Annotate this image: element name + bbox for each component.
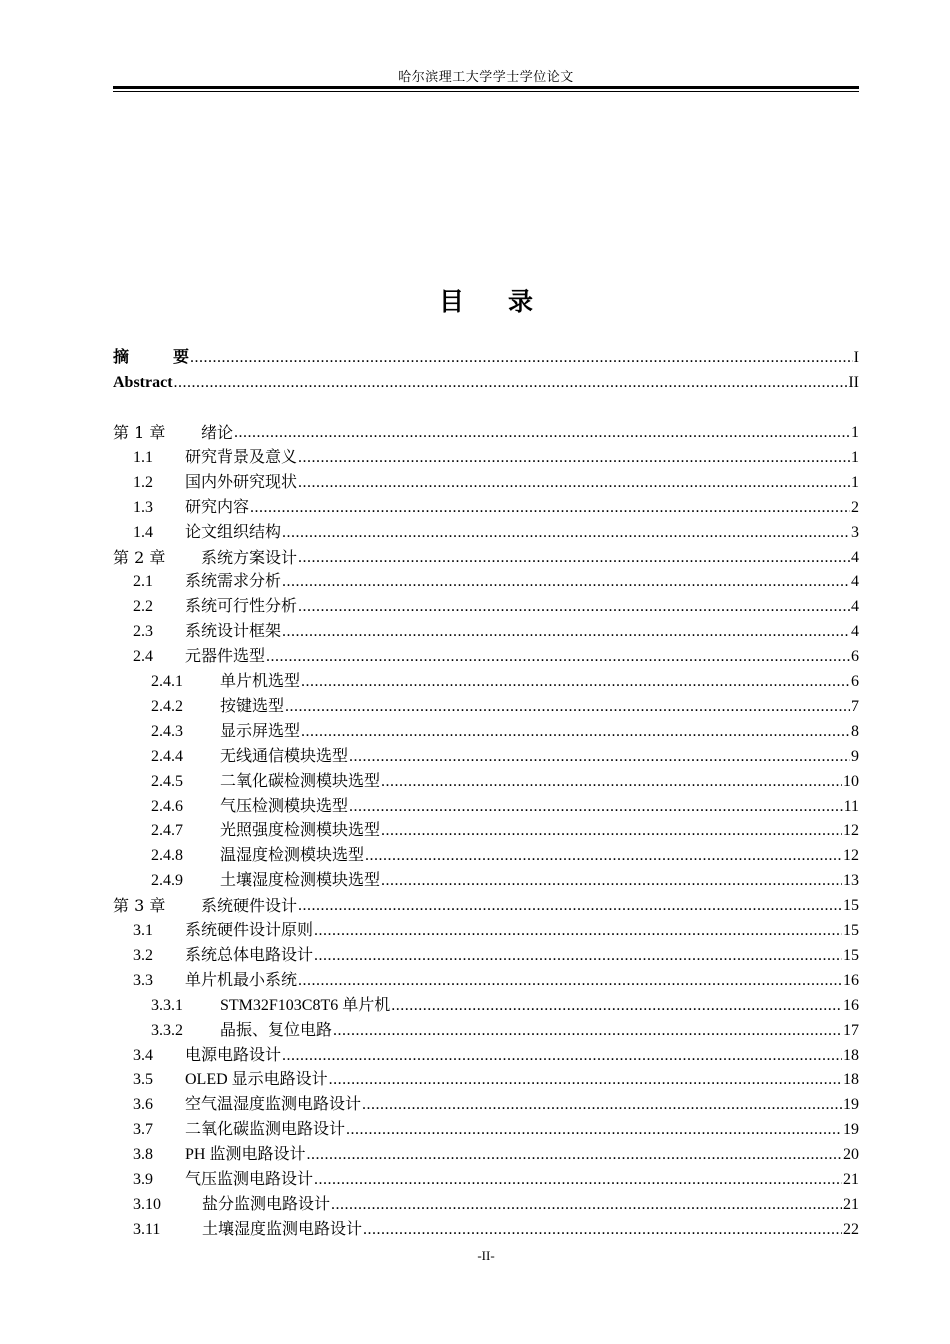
toc-entry-label: 温湿度检测模块选型 [220,847,365,865]
toc-entry-label: 二氧化碳检测模块选型 [220,772,381,790]
toc-leader-dots [349,795,843,819]
toc-entry-page: 15 [843,897,859,915]
toc-entry-page: 18 [843,1046,859,1064]
toc-entry[interactable] [113,795,859,819]
toc-entry[interactable] [113,994,859,1018]
toc-leader-dots [363,1218,842,1242]
toc-entry-label: 气压监测电路设计 [185,1171,314,1188]
toc-entry-page: I [853,349,859,366]
toc-leader-dots [234,421,850,445]
toc-entry-label: 土壤湿度监测电路设计 [202,1220,363,1238]
toc-leader-dots [306,1143,842,1167]
toc-entry-page: 1 [851,424,859,441]
toc-entry[interactable] [113,844,859,868]
toc-leader-dots [298,595,850,619]
toc-entry-page: 17 [843,1021,859,1039]
toc-leader-dots [314,919,842,943]
toc-entry-number: 2.4 [133,648,153,666]
toc-entry[interactable] [113,1044,859,1068]
toc-entry-label: 晶振、复位电路 [220,1021,333,1039]
toc-entry-page: 15 [843,922,859,939]
toc-leader-dots [333,1019,842,1043]
header-rule-thin [113,91,859,92]
toc-leader-dots [349,745,850,769]
toc-entry-number: 2.4.6 [151,797,183,815]
toc-leader-dots [329,1068,842,1092]
toc-leader-dots [362,1093,842,1117]
toc-leader-dots [381,819,842,843]
toc-entry[interactable] [113,595,859,619]
toc-entry-page: 16 [843,971,859,989]
toc-entry-number: 2.3 [133,623,153,641]
toc-entry-page: 10 [843,772,859,790]
toc-entry-page: 2 [851,498,859,516]
running-header: 哈尔滨理工大学学士学位论文 [398,69,574,84]
toc-entry-number: 3.2 [133,946,153,964]
toc-entry[interactable] [113,944,859,968]
toc-entry-number: 3.11 [133,1220,161,1238]
toc-entry[interactable] [113,496,859,520]
toc-entry-page: 4 [851,623,859,641]
toc-entry-number: 2.4.8 [151,847,183,865]
page-number: -II- [477,1248,495,1263]
toc-entry[interactable] [113,346,859,370]
title-char-1: 目 [438,287,464,316]
toc-entry[interactable] [113,570,859,594]
toc-entry[interactable] [113,745,859,769]
toc-entry[interactable] [113,869,859,893]
toc-entry-number: 3.6 [133,1096,153,1114]
toc-leader-dots [298,446,850,470]
toc-entry[interactable] [113,1168,859,1192]
toc-entry-number: 2.1 [133,573,153,591]
toc-leader-dots [298,471,850,495]
toc-entry[interactable] [113,421,859,445]
toc-entry[interactable] [113,1019,859,1043]
header-rule-thick [113,86,859,89]
toc-entry-page: 12 [843,847,859,865]
toc-leader-dots [391,994,842,1018]
toc-leader-dots [285,695,850,719]
toc-entry[interactable] [113,620,859,644]
toc-entry-number: 2.4.1 [151,673,183,690]
toc-entry-number: 3.9 [133,1171,153,1188]
title-char-2: 录 [508,287,534,316]
toc-entry-label: 系统设计框架 [185,623,282,641]
toc-leader-dots [314,944,842,968]
toc-entry-label: 空气温湿度监测电路设计 [185,1096,362,1114]
toc-leader-dots [282,620,850,644]
toc-leader-dots [314,1168,842,1192]
toc-entry-label: Abstract [113,374,173,391]
toc-entry-label: OLED 显示电路设计 [185,1071,328,1089]
toc-entry-page: 21 [843,1195,859,1213]
toc-leader-dots [301,670,850,694]
toc-entry-number: 2.2 [133,598,153,616]
toc-entry-page: 20 [843,1146,859,1164]
toc-entry-page: 12 [843,822,859,840]
toc-entry-page: 1 [851,473,859,491]
toc-entry-number: 3.8 [133,1146,153,1164]
toc-entry-page: 7 [851,697,859,715]
toc-entry-label: 研究内容 [185,498,250,516]
toc-entry-number: 2.4.9 [151,872,183,890]
toc-entry-label: 二氧化碳监测电路设计 [185,1121,346,1139]
toc-entry-number: 第 1 章 [113,423,166,442]
toc-leader-dots [298,546,850,570]
toc-entry-label: 光照强度检测模块选型 [220,822,381,840]
toc-entry-label: 土壤湿度检测模块选型 [220,872,381,890]
toc-entry-page: 9 [851,747,859,765]
toc-entry[interactable] [113,1218,859,1242]
toc-entry-number: 3.4 [133,1046,153,1064]
toc-entry-number: 3.3 [133,971,153,989]
toc-entry-label: 论文组织结构 [185,523,282,541]
toc-entry-label: 国内外研究现状 [185,473,298,491]
toc-entry-label: 单片机最小系统 [185,971,298,989]
toc-entry-number: 3.5 [133,1071,153,1089]
toc-entry[interactable] [113,720,859,744]
toc-entry[interactable] [113,1093,859,1117]
toc-entry-page: 21 [843,1171,859,1188]
toc-entry-page: II [848,374,859,391]
toc-entry-label: 要 [173,349,190,366]
toc-entry-label: 系统需求分析 [185,573,282,591]
toc-entry[interactable] [113,819,859,843]
toc-entry-label: 电源电路设计 [185,1046,282,1064]
toc-entry-label: 系统硬件设计原则 [185,922,314,939]
toc-entry-label: STM32F103C8T6 单片机 [220,996,391,1014]
toc-entry-page: 13 [843,872,859,890]
toc-entry-label: 研究背景及意义 [185,448,298,466]
toc-entry-number: 1.2 [133,473,153,491]
toc-entry[interactable] [113,1068,859,1092]
toc-entry-number: 2.4.7 [151,822,183,840]
toc-leader-dots [250,496,850,520]
toc-entry[interactable] [113,371,859,395]
toc-entry-number: 2.4.4 [151,747,183,765]
toc-leader-dots [381,869,842,893]
toc-entry[interactable] [113,521,859,545]
toc-entry-page: 11 [843,797,859,815]
toc-entry-label: 元器件选型 [185,648,266,666]
toc-entry[interactable] [113,695,859,719]
toc-entry-page: 4 [851,598,859,616]
toc-entry-label: 系统方案设计 [201,547,298,567]
toc-leader-dots [301,720,850,744]
toc-entry-number: 3.7 [133,1121,153,1139]
toc-leader-dots [266,645,850,669]
page-title [0,282,950,318]
toc-leader-dots [282,521,850,545]
toc-entry-label: 无线通信模块选型 [220,747,349,765]
toc-entry-page: 1 [851,448,859,466]
toc-leader-dots [282,1044,842,1068]
toc-entry-number: 1.4 [133,523,153,541]
toc-leader-dots [174,371,848,395]
toc-entry-label: 按键选型 [220,697,285,715]
toc-leader-dots [282,570,850,594]
toc-entry[interactable] [113,894,859,918]
toc-entry-number: 1.3 [133,498,153,516]
toc-leader-dots [331,1193,842,1217]
toc-entry-page: 18 [843,1071,859,1089]
toc-leader-dots [365,844,842,868]
toc-leader-dots [298,969,842,993]
toc-entry[interactable] [113,446,859,470]
toc-entry-label: 绪论 [201,423,234,442]
toc-entry-label: 显示屏选型 [220,722,301,740]
toc-entry[interactable] [113,1143,859,1167]
toc-entry-page: 6 [851,673,859,690]
toc-entry-label: 盐分监测电路设计 [202,1195,331,1213]
toc-entry-label: 系统可行性分析 [185,598,298,616]
toc-leader-dots [381,770,842,794]
toc-entry-page: 16 [843,996,859,1014]
toc-entry-number: 3.10 [133,1195,161,1213]
toc-entry[interactable] [113,969,859,993]
toc-entry-number: 3.1 [133,922,153,939]
toc-entry-page: 4 [851,548,859,566]
toc-leader-dots [190,346,853,370]
toc-entry[interactable] [113,1193,859,1217]
toc-leader-dots [346,1118,842,1142]
toc-entry-number: 2.4.5 [151,772,183,790]
toc-entry-label: 单片机选型 [220,673,301,690]
toc-entry-page: 6 [851,648,859,666]
toc-entry-label: 系统硬件设计 [201,896,298,916]
toc-entry[interactable] [113,471,859,495]
toc-entry-page: 19 [843,1096,859,1114]
toc-entry[interactable] [113,645,859,669]
toc-entry-number: 第 2 章 [113,547,166,567]
toc-entry-page: 4 [851,573,859,591]
toc-leader-dots [298,894,842,918]
toc-entry-label: 系统总体电路设计 [185,946,314,964]
toc-entry-page: 19 [843,1121,859,1139]
toc-entry-number: 2.4.3 [151,722,183,740]
toc-entry-label: 气压检测模块选型 [220,797,349,815]
toc-entry-page: 22 [843,1220,859,1238]
toc-entry-label: PH 监测电路设计 [185,1146,306,1164]
toc-entry-number: 2.4.2 [151,697,183,715]
toc-entry[interactable] [113,770,859,794]
toc-entry-number: 第 3 章 [113,896,166,916]
toc-entry-page: 15 [843,946,859,964]
toc-entry-number: 3.3.1 [151,996,183,1014]
toc-entry[interactable] [113,919,859,943]
toc-entry[interactable] [113,1118,859,1142]
toc-entry-number: 摘 [113,349,130,366]
toc-entry-number: 1.1 [133,448,153,466]
toc-entry-page: 3 [851,523,859,541]
toc-entry[interactable] [113,670,859,694]
toc-entry-page: 8 [851,722,859,740]
toc-entry-number: 3.3.2 [151,1021,183,1039]
toc-entry[interactable] [113,546,859,570]
